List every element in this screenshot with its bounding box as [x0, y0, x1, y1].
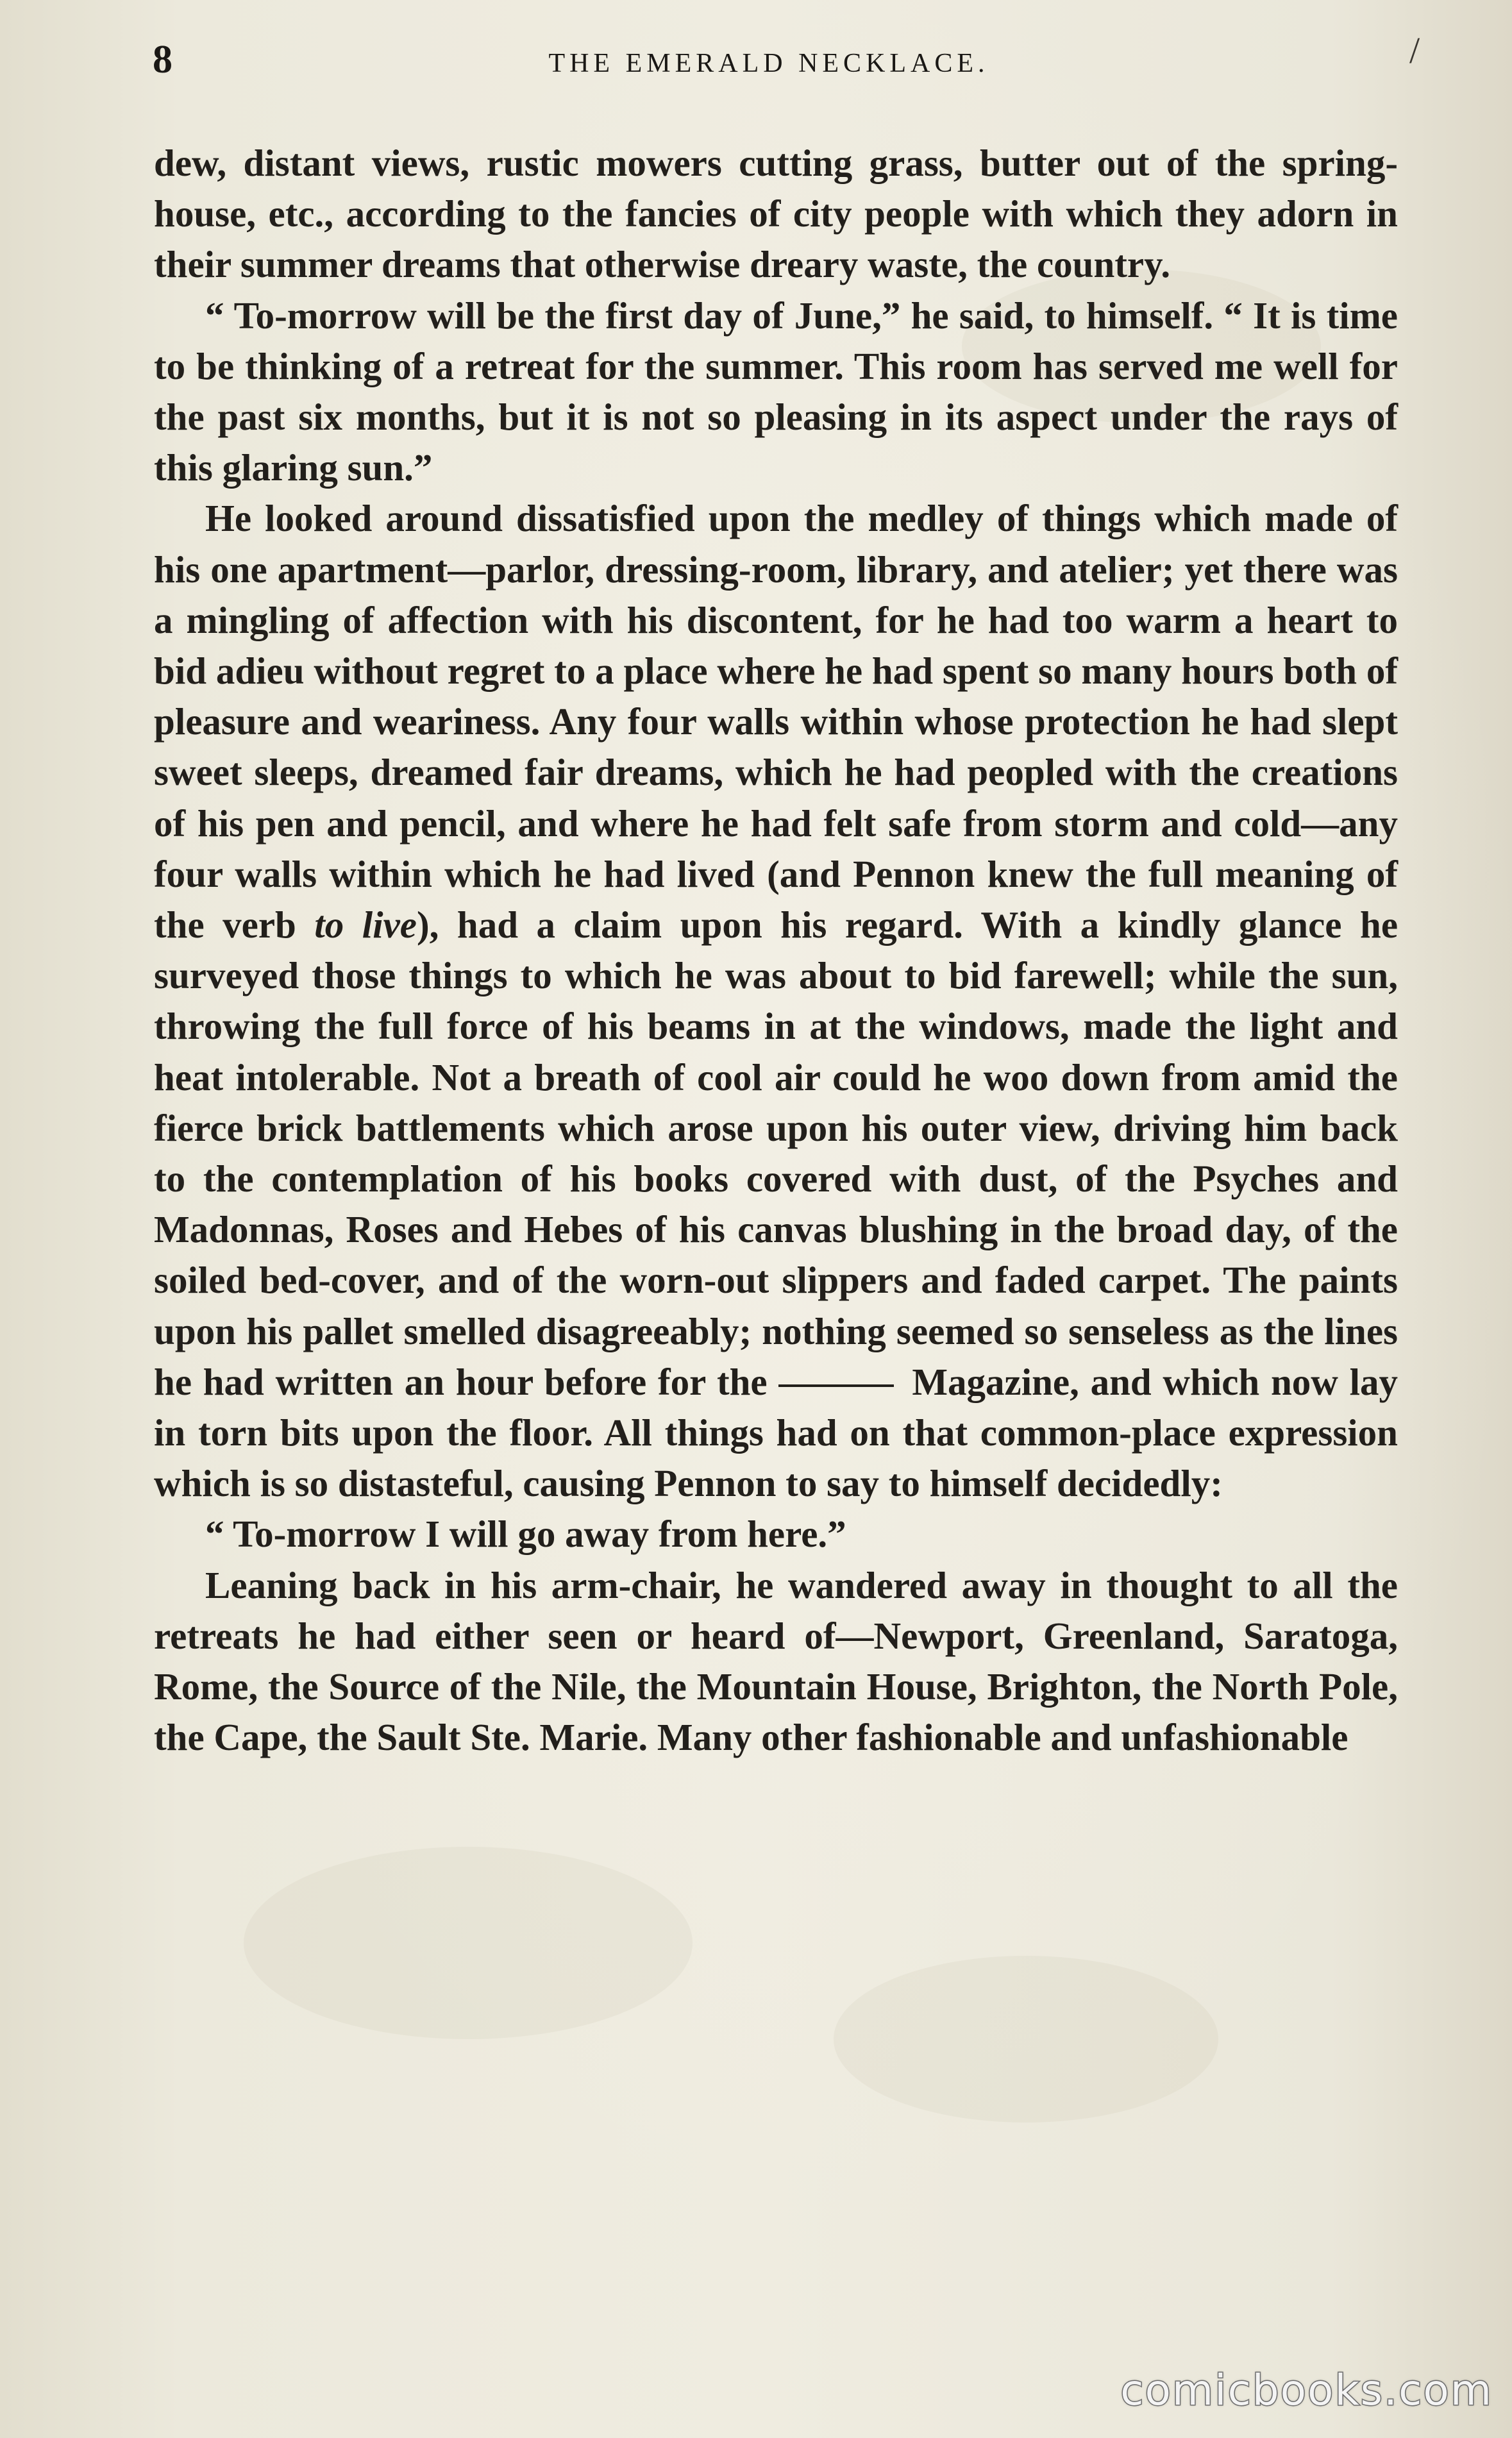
paragraph-text: Magazine, and which now lay in torn bits upon the floor. All things had on that common-place expression which is so distasteful, causing Pennon to say to himself decidedly: [154, 1360, 1399, 1505]
paragraph [154, 493, 1398, 1509]
italic-phrase: to live [314, 904, 417, 946]
paragraph: dew, distant views, rustic mowers cutting grass, butter out of the spring-house, etc., according to the fancies of city people with which they adorn in their summer dreams that otherwise dreary waste, the country. [154, 142, 1398, 286]
paragraph-text: ), had a claim upon his regard. With a kindly glance he surveyed those things to which he was about to bid farewell; while the sun, throwing the full force of his beams in at the windows, made the light and heat intolerable. Not a breath of cool air could he woo down from amid the fierce brick battlements which arose upon his outer view, driving him back to the contemplation of his books covered with dust, of the Psyches and Madonnas, Roses and Hebes of his canvas blushing in the broad day, of the soiled bed-cover, and of the worn-out slippers and faded carpet. The paints upon his pallet smelled disagreeably; nothing seemed so senseless as the lines he had written an hour before for the [154, 904, 1399, 1403]
paper-stain [244, 1847, 693, 2039]
paragraph: “ To-morrow I will go away from here.” [205, 1513, 846, 1556]
watermark: comicbooks.com [1120, 2365, 1493, 2415]
page-number: 8 [153, 38, 172, 81]
paragraph-text: He looked around dissatisfied upon the medley of things which made of his one apartment—parlor, dressing-room, library, and atelier; yet there was a mingling of affection with his discontent, for he had too warm a heart to bid adieu without regret to a place where he had spent so many hours both of pleasure and weariness. Any four walls within whose protection he had slept sweet sleeps, dreamed fair dreams, which he had peopled with the creations of his pen and pencil, and where he had felt safe from storm and cold—any four walls within which he had lived (and Pennon knew the full meaning of the verb [154, 497, 1398, 946]
paragraph: Leaning back in his arm-chair, he wandered away in thought to all the retreats he had either seen or heard of—Newport, Greenland, Saratoga, Rome, the Source of the Nile, the Mountain House, Brighton, the North Pole, the Cape, the Sault Ste. Marie. Many other fashionable and unfashionable [154, 1563, 1398, 1759]
paragraph: “ To-morrow will be the first day of June,” he said, to himself. “ It is time to be thinking of a retreat for the summer. This room has served me well for the past six months, but it is not so pleasing in its aspect under the rays of this glaring sun.” [154, 294, 1398, 489]
paper-stain [834, 1956, 1218, 2123]
body-text [154, 138, 1398, 1763]
running-head: THE EMERALD NECKLACE. [548, 49, 989, 78]
margin-mark: / [1409, 29, 1420, 71]
dash-rule [778, 1384, 894, 1387]
